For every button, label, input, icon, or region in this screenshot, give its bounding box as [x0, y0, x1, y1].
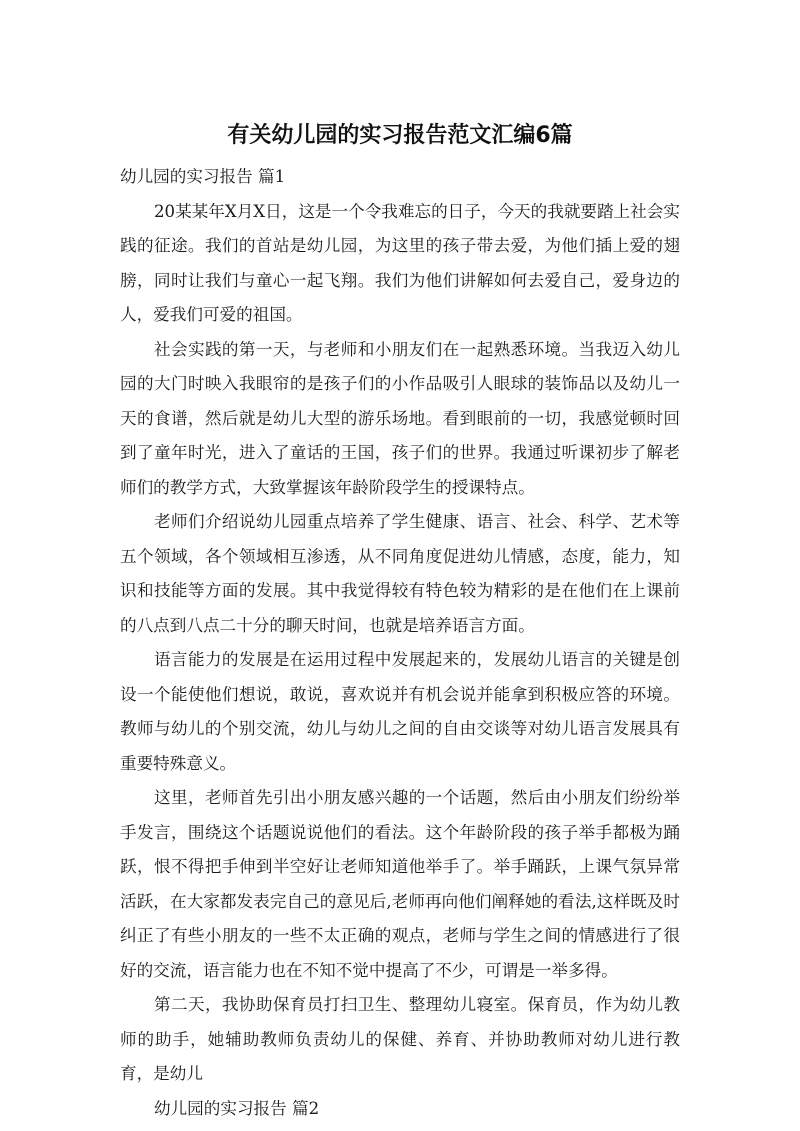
document-body: [120, 160, 680, 1126]
paragraph-6: 第二天，我协助保育员打扫卫生、整理幼儿寝室。保育员，作为幼儿教师的助手，她辅助教师负责幼儿的保健、养育、并协助教师对幼儿进行教育，是幼儿: [120, 995, 680, 1083]
paragraph-3: 老师们介绍说幼儿园重点培养了学生健康、语言、社会、科学、艺术等五个领域，各个领域相互渗透，从不同角度促进幼儿情感，态度，能力，知识和技能等方面的发展。其中我觉得较有特色较为精彩的是在他们在上课前的八点到八点二十分的聊天时间，也就是培养语言方面。: [120, 512, 680, 635]
paragraph-1: 20某某年X月X日，这是一个令我难忘的日子，今天的我就要踏上社会实践的征途。我们的首站是幼儿园，为这里的孩子带去爱，为他们插上爱的翅膀，同时让我们与童心一起飞翔。我们为他们讲解如何去爱自己，爱身边的人，爱我们可爱的祖国。: [120, 201, 680, 324]
section-heading-1: 幼儿园的实习报告 篇1: [120, 167, 286, 186]
section-heading-2: 幼儿园的实习报告 篇2: [154, 1098, 320, 1118]
paragraph-4: 语言能力的发展是在运用过程中发展起来的，发展幼儿语言的关键是创设一个能使他们想说，敢说，喜欢说并有机会说并能拿到积极应答的环境。教师与幼儿的个别交流，幼儿与幼儿之间的自由交谈等对幼儿语言发展具有重要特殊意义。: [120, 650, 680, 773]
document-title: 有关幼儿园的实习报告范文汇编6篇: [227, 123, 573, 148]
paragraph-5: 这里，老师首先引出小朋友感兴趣的一个话题，然后由小朋友们纷纷举手发言，围绕这个话题说说他们的看法。这个年龄阶段的孩子举手都极为踊跃，恨不得把手伸到半空好让老师知道他举手了。举手踊跃，上课气氛异常活跃，在大家都发表完自己的意见后,老师再向他们阐释她的看法,这样既及时纠正了有些小朋友的一些不太正确的观点，老师与学生之间的情感进行了很好的交流，语言能力也在不知不觉中提高了不少，可谓是一举多得。: [120, 788, 680, 980]
paragraph-2: 社会实践的第一天，与老师和小朋友们在一起熟悉环境。当我迈入幼儿园的大门时映入我眼帘的是孩子们的小作品吸引人眼球的装饰品以及幼儿一天的食谱，然后就是幼儿大型的游乐场地。看到眼前的一切，我感觉顿时回到了童年时光，进入了童话的王国，孩子们的世界。我通过听课初步了解老师们的教学方式，大致掌握该年龄阶段学生的授课特点。: [120, 339, 680, 497]
